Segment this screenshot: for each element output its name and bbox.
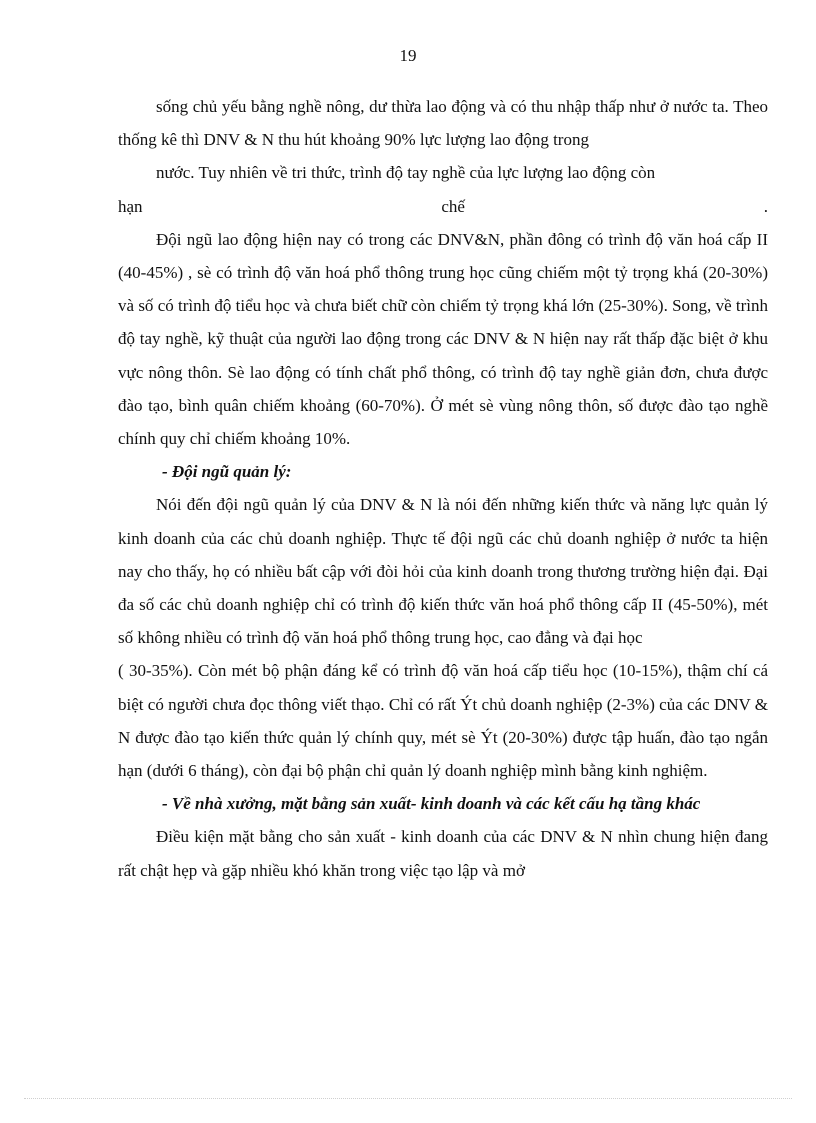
heading-management-team: - Đội ngũ quản lý:: [162, 462, 292, 482]
spread-word-2: chế: [441, 196, 465, 216]
paragraph-management: Nói đến đội ngũ quản lý của DNV & N là nói đến những kiến thức và năng lực quản lý kinh doanh của các chủ doanh nghiệp. Thực tế đội ngũ các chủ doanh nghiệp ở nước ta hiện nay cho thấy, họ có nhiều bất cập với đòi hỏi của kinh doanh trong thương trường hiện đại. Đại đa số các chủ doanh nghiệp chỉ có trình độ kiến thức văn hoá phổ thông cấp II (45-50%), mét số không nhiều có trình độ văn hoá phổ thông trung học, cao đẳng và đại học: [118, 495, 768, 648]
document-body: [118, 90, 768, 887]
heading-facilities: - Về nhà xưởng, mặt bằng sản xuất- kinh doanh và các kết cấu hạ tầng khác: [162, 794, 701, 814]
paragraph-labor-intro: sống chủ yếu bằng nghề nông, dư thừa lao động và có thu nhập thấp như ở nước ta. Theo thống kê thì DNV & N thu hút khoảng 90% lực lượng lao động trong: [118, 97, 768, 150]
spread-line: [118, 190, 768, 223]
paragraph-management-continued: ( 30-35%). Còn mét bộ phận đáng kể có trình độ văn hoá cấp tiểu học (10-15%), thậm chí cá biệt có người chưa đọc thông viết thạo. Chỉ có rất Ýt chủ doanh nghiệp (2-3%) của các DNV & N được đào tạo kiến thức quản lý chính quy, mét sè Ýt (20-30%) được tập huấn, đào tạo ngắn hạn (dưới 6 tháng), còn đại bộ phận chỉ quản lý doanh nghiệp mình bằng kinh nghiệm.: [118, 661, 768, 781]
paragraph-labor-skill: nước. Tuy nhiên về tri thức, trình độ tay nghề của lực lượng lao động còn: [156, 163, 656, 183]
paragraph-facilities: Điều kiện mặt bằng cho sản xuất - kinh doanh của các DNV & N nhìn chung hiện đang rất chật hẹp và gặp nhiều khó khăn trong việc tạo lập và mở: [118, 827, 768, 880]
page-number: 19: [399, 46, 417, 65]
paragraph-labor-education: Đội ngũ lao động hiện nay có trong các DNV&N, phần đông có trình độ văn hoá cấp II (40-45%) , sè có trình độ văn hoá phổ thông trung học cũng chiếm một tỷ trọng khá (20-30%) và số có trình độ tiểu học và chưa biết chữ còn chiếm tỷ trọng khá lớn (25-30%). Song, về trình độ tay nghề, kỹ thuật của người lao động trong các DNV & N hiện nay rất thấp đặc biệt ở khu vực nông thôn. Sè lao động có tính chất phổ thông, có trình độ tay nghề giản đơn, chưa được đào tạo, bình quân chiếm khoảng (60-70%). Ở mét sè vùng nông thôn, số được đào tạo nghề chính quy chỉ chiếm khoảng 10%.: [118, 229, 768, 449]
page-bottom-divider: [24, 1098, 792, 1099]
spread-word-3: .: [763, 196, 768, 216]
spread-word-1: hạn: [118, 196, 143, 216]
